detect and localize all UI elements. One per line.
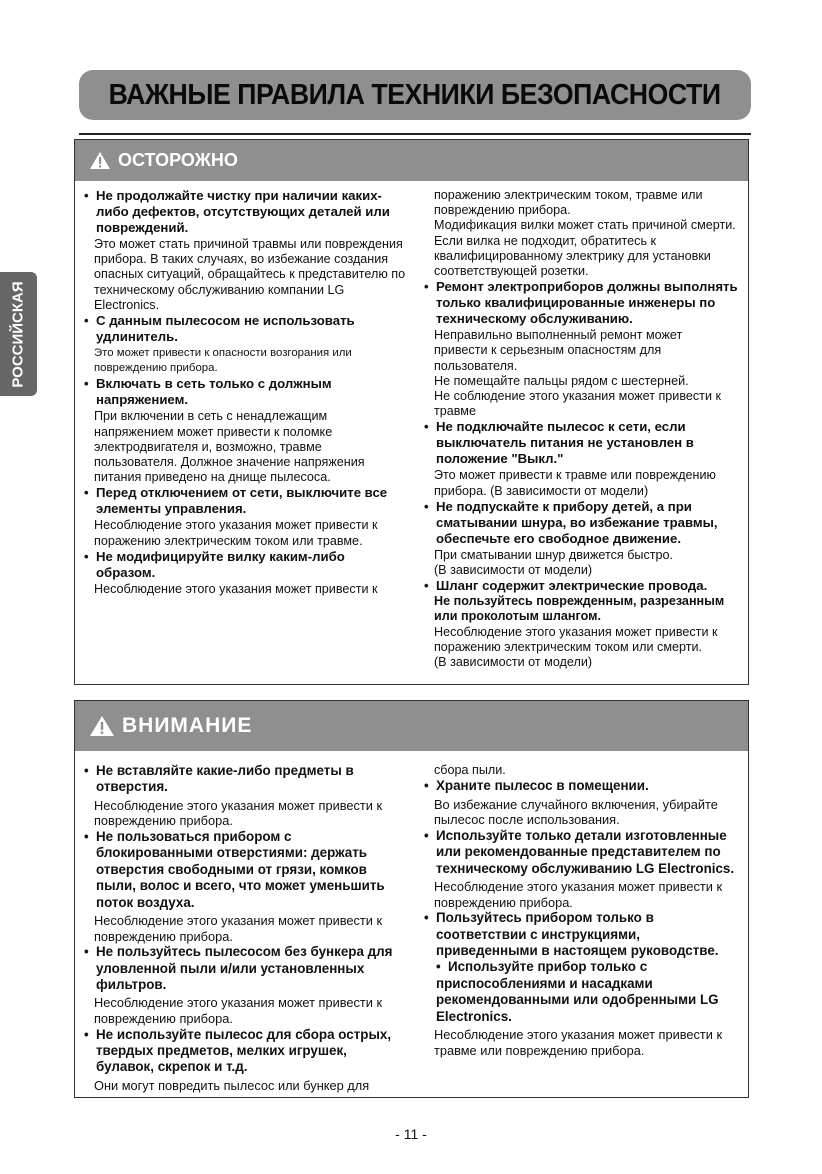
caution-header [75, 140, 748, 181]
caution-continued-text: поражению электрическим током, травме или повреждению прибора. [433, 188, 703, 218]
attention-item-body: Несоблюдение этого указания может привести к повреждению прибора. [94, 797, 383, 829]
language-side-tab-label: РОССИЙСКАЯ [10, 280, 27, 388]
caution-section [74, 139, 749, 685]
attention-item [424, 778, 739, 828]
caution-item [84, 313, 406, 376]
caution-item-body: Это может стать причиной травмы или повреждения прибора. В таких случаях, во избежание создания опасных ситуаций, обращайтесь к представителю по техническому обслуживанию компании LG Electronics. [94, 237, 406, 312]
caution-item-body: Это может привести к травме или повреждению прибора. (В зависимости от модели) [433, 468, 716, 498]
attention-item [424, 910, 739, 1058]
caution-item-title: • Ремонт электроприборов должны выполнять только квалифицированные инженеры по техническому обслуживанию. [424, 279, 739, 327]
attention-item [84, 944, 406, 1026]
attention-item-title: • Не пользуйтесь пылесосом без бункера для уловленной пыли и/или установленных фильтров. [84, 944, 406, 993]
attention-continued-text: сбора пыли. [433, 763, 506, 777]
caution-right-column [416, 188, 739, 670]
caution-continued-text: Если вилка не подходит, обратитесь к квалифицированному электрику для установки соответствующей розетки. [433, 233, 711, 279]
attention-item-title: • Храните пылесос в помещении. [424, 778, 739, 794]
caution-item-body: (В зависимости от модели) [433, 563, 593, 578]
caution-item-subtitle: Не пользуйтесь поврежденным, разрезанным или проколотым шлангом. [433, 594, 725, 624]
caution-item-body: Несоблюдение этого указания может привести к поражению электрическим током или травме. [94, 518, 378, 548]
caution-item-title: • С данным пылесосом не использовать удлинитель. [84, 313, 406, 345]
language-side-tab [0, 272, 37, 396]
caution-item-body: Несоблюдение этого указания может привести к поражению электрическим током или смерти. [433, 624, 718, 654]
caution-item [424, 279, 739, 419]
attention-item-body: Несоблюдение этого указания может привести к травме или повреждению прибора. [433, 1027, 723, 1058]
caution-item-body: (В зависимости от модели) [433, 655, 593, 670]
caution-item [84, 188, 406, 313]
caution-item [424, 499, 739, 578]
attention-item-body: Несоблюдение этого указания может привести к повреждению прибора. [94, 913, 383, 944]
caution-item-body: Не соблюдение этого указания может привести к травме [433, 389, 721, 419]
attention-item-body: Несоблюдение этого указания может привести к повреждению прибора. [433, 879, 723, 910]
caution-item [424, 419, 739, 498]
attention-right-column [416, 763, 739, 1093]
caution-item-body: Это может привести к опасности возгорания или повреждению прибора. [94, 347, 352, 375]
caution-item-body: Неправильно выполненный ремонт может привести к серьезным опасностям для пользователя. [433, 328, 683, 373]
attention-item [84, 763, 406, 829]
attention-item-title: • Не вставляйте какие-либо предметы в отверстия. [84, 763, 406, 796]
caution-item [424, 578, 739, 670]
attention-item-title: • Не используйте пылесос для сбора острых, твердых предметов, мелких игрушек, булавок, скрепок и т.д. [84, 1027, 406, 1076]
attention-item [84, 1027, 406, 1094]
attention-item-body: Во избежание случайного включения, убирайте пылесос после использования. [433, 796, 718, 828]
caution-item-title: • Не подпускайте к прибору детей, а при сматывании шнура, во избежание травмы, обеспечьте его свободное движение. [424, 499, 739, 547]
caution-item-title: • Не подключайте пылесос к сети, если выключатель питания не установлен в положение "Выкл." [424, 419, 739, 467]
attention-title: ВНИМАНИЕ [122, 714, 253, 737]
caution-item-title: • Шланг содержит электрические провода. [424, 578, 739, 594]
attention-item-title: • Используйте только детали изготовленные или рекомендованные представителем по техническому обслуживанию LG Electronics. [424, 828, 739, 877]
attention-item [424, 828, 739, 910]
warning-triangle-icon [89, 151, 111, 170]
attention-item-body: Несоблюдение этого указания может привести к повреждению прибора. [94, 995, 383, 1027]
page-number: - 11 - [395, 1126, 427, 1142]
title-bar [79, 70, 751, 120]
attention-item-title: • Не пользоваться прибором с блокированными отверстиями: держать отверстия свободными от грязи, комков пыли, волос и всего, что может уменьшить поток воздуха. [84, 829, 406, 911]
caution-item [84, 376, 406, 485]
caution-item-body: Несоблюдение этого указания может привести к [94, 581, 378, 596]
attention-item [84, 829, 406, 944]
attention-left-column [84, 763, 416, 1093]
warning-triangle-icon [89, 715, 115, 737]
attention-columns [84, 763, 739, 1093]
caution-item-title: • Не модифицируйте вилку каким-либо образом. [84, 549, 406, 581]
attention-item-title: • Пользуйтесь прибором только в соответствии с инструкциями, приведенными в настоящем руководстве. [424, 910, 739, 959]
attention-section [74, 700, 749, 1098]
caution-columns [84, 188, 739, 670]
caution-left-column [84, 188, 416, 670]
caution-item [84, 485, 406, 548]
attention-item-body: Они могут повредить пылесос или бункер для [94, 1077, 370, 1093]
attention-header [75, 701, 748, 751]
caution-item-title: • Включать в сеть только с должным напряжением. [84, 376, 406, 408]
caution-item-body: При сматывании шнур движется быстро. [433, 547, 674, 562]
caution-continued-text: Модификация вилки может стать причиной смерти. [433, 218, 736, 233]
page-title: ВАЖНЫЕ ПРАВИЛА ТЕХНИКИ БЕЗОПАСНОСТИ [108, 78, 722, 111]
caution-title: ОСТОРОЖНО [118, 150, 238, 170]
title-divider [79, 133, 751, 135]
attention-item-subtitle: • Используйте прибор только с приспособлениями и насадками рекомендованными или одобренными LG Electronics. [424, 959, 739, 1025]
caution-item-title: • Перед отключением от сети, выключите все элементы управления. [84, 485, 406, 517]
caution-item [84, 549, 406, 597]
caution-item-title: • Не продолжайте чистку при наличии каких-либо дефектов, отсутствующих деталей или повреждений. [84, 188, 406, 236]
caution-item-body: При включении в сеть с ненадлежащим напряжением может привести к поломке электродвигателя и, возможно, травме пользователя. Должное значение напряжения питания приведено на днище пылесоса. [94, 409, 365, 485]
caution-item-body: Не помещайте пальцы рядом с шестерней. [433, 373, 689, 388]
